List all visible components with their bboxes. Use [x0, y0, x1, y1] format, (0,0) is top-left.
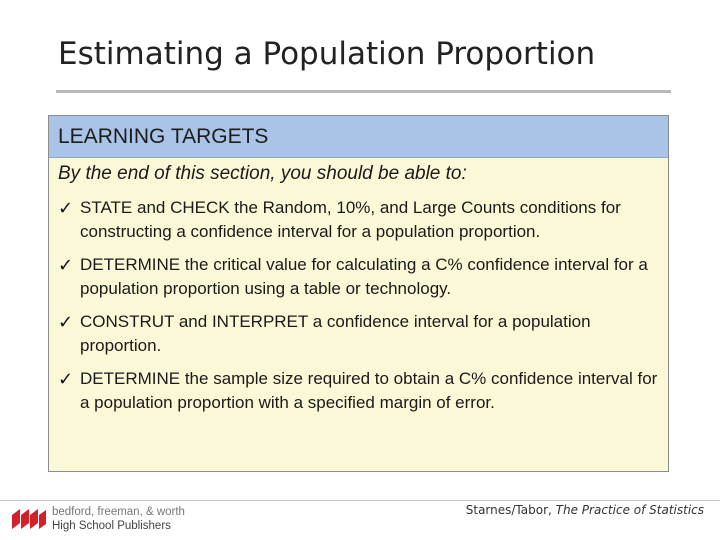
publisher-name: [52, 505, 185, 533]
publisher-line-1: bedford, freeman, & worth: [52, 506, 185, 518]
checkmark-icon: ✓: [58, 198, 74, 218]
publisher-logo: [12, 505, 185, 533]
list-item-text: DETERMINE the sample size required to obtain a C% confidence interval for a population proportion with a specified margin of error.: [80, 369, 658, 412]
list-item: [58, 310, 663, 358]
learning-targets-header: LEARNING TARGETS: [49, 116, 668, 158]
credit-book-title: The Practice of Statistics: [555, 503, 704, 517]
list-item-text: CONSTRUT and INTERPRET a confidence interval for a population proportion.: [80, 312, 591, 355]
list-item-text: STATE and CHECK the Random, 10%, and Large Counts conditions for constructing a confidence interval for a population proportion.: [80, 198, 621, 241]
checkmark-icon: ✓: [58, 312, 74, 332]
checkmark-icon: ✓: [58, 369, 74, 389]
title-divider: [56, 90, 671, 93]
learning-targets-intro: By the end of this section, you should be able to:: [58, 163, 467, 184]
learning-targets-box: [48, 115, 669, 472]
learning-targets-list: [58, 196, 663, 424]
publisher-logo-mark-icon: [12, 509, 46, 529]
list-item: [58, 253, 663, 301]
list-item-text: DETERMINE the critical value for calculating a C% confidence interval for a population proportion using a table or technology.: [80, 255, 648, 298]
checkmark-icon: ✓: [58, 255, 74, 275]
list-item: [58, 367, 663, 415]
publisher-line-2: High School Publishers: [52, 520, 171, 532]
list-item: [58, 196, 663, 244]
footer-credit: [466, 503, 704, 517]
credit-authors: Starnes/Tabor,: [465, 503, 552, 517]
footer-divider: [0, 500, 720, 501]
slide-title: Estimating a Population Proportion: [58, 36, 596, 72]
